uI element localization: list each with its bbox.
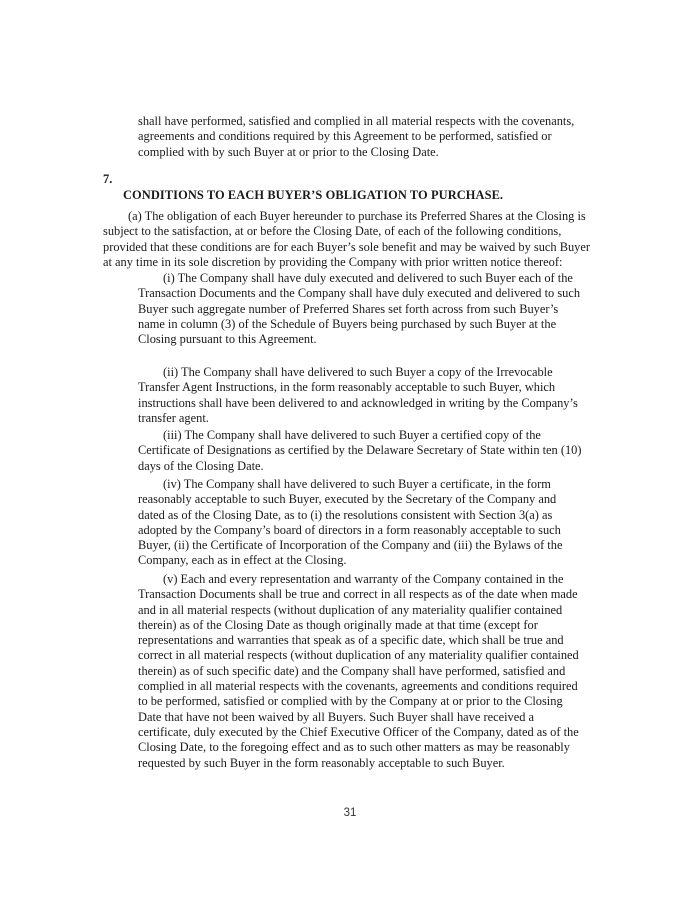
page-number: 31 xyxy=(343,807,357,819)
section-number: 7. xyxy=(103,172,113,186)
subparagraph-iv: (iv) The Company shall have delivered to such Buyer a certificate, in the form reasonably acceptable to such Buyer, executed by the Secretary of the Company and dated as of the Closing Date, as to (i) the resolutions consistent with Section 3(a) as adopted by the Company’s board of directors in a form reasonably acceptable to such Buyer, (ii) the Certificate of Incorporation of the Company and (iii) the Bylaws of the Company, each as in effect at the Closing. xyxy=(138,477,563,568)
subparagraph-ii: (ii) The Company shall have delivered to such Buyer a copy of the Irrevocable Transfer Agent Instructions, in the form reasonably acceptable to such Buyer, which instructions shall have been delivered to and acknowledged in writing by the Company’s transfer agent. xyxy=(138,365,578,425)
paragraph-a: (a) The obligation of each Buyer hereunder to purchase its Preferred Shares at the Closing is subject to the satisfaction, at or before the Closing Date, of each of the following conditions, provided that these conditions are for each Buyer’s sole benefit and may be waived by such Buyer at any time in its sole discretion by providing the Company with prior written notice thereof: xyxy=(103,209,590,269)
section-title: CONDITIONS TO EACH BUYER’S OBLIGATION TO PURCHASE. xyxy=(123,188,504,202)
subparagraph-i: (i) The Company shall have duly executed and delivered to such Buyer each of the Transaction Documents and the Company shall have duly executed and delivered to such Buyer such aggregate number of Preferred Shares set forth across from such Buyer’s name in column (3) of the Schedule of Buyers being purchased by such Buyer at the Closing pursuant to this Agreement. xyxy=(138,271,581,347)
subparagraph-v: (v) Each and every representation and warranty of the Company contained in the Transaction Documents shall be true and correct in all respects as of the date when made and in all material respects (without duplication of any materiality qualifier contained therein) as of the Closing Date as though originally made at that time (except for representations and warranties that speak as of a specific date, which shall be true and correct in all material respects (without duplication of any materiality qualifier contained therein) as of such specific date) and the Company shall have performed, satisfied and complied in all material respects with the covenants, agreements and conditions required to be performed, satisfied or complied with by the Company at or prior to the Closing Date that have not been waived by all Buyers. Such Buyer shall have received a certificate, duly executed by the Chief Executive Officer of the Company, dated as of the Closing Date, to the foregoing effect and as to such other matters as may be reasonably requested by such Buyer in the form reasonably acceptable to such Buyer. xyxy=(138,572,579,770)
intro-paragraph: shall have performed, satisfied and complied in all material respects with the covenants, agreements and conditions required by this Agreement to be performed, satisfied or complied with by such Buyer at or prior to the Closing Date. xyxy=(138,114,575,159)
subparagraph-iii: (iii) The Company shall have delivered to such Buyer a certified copy of the Certificate of Designations as certified by the Delaware Secretary of State within ten (10) days of the Closing Date. xyxy=(138,428,582,473)
